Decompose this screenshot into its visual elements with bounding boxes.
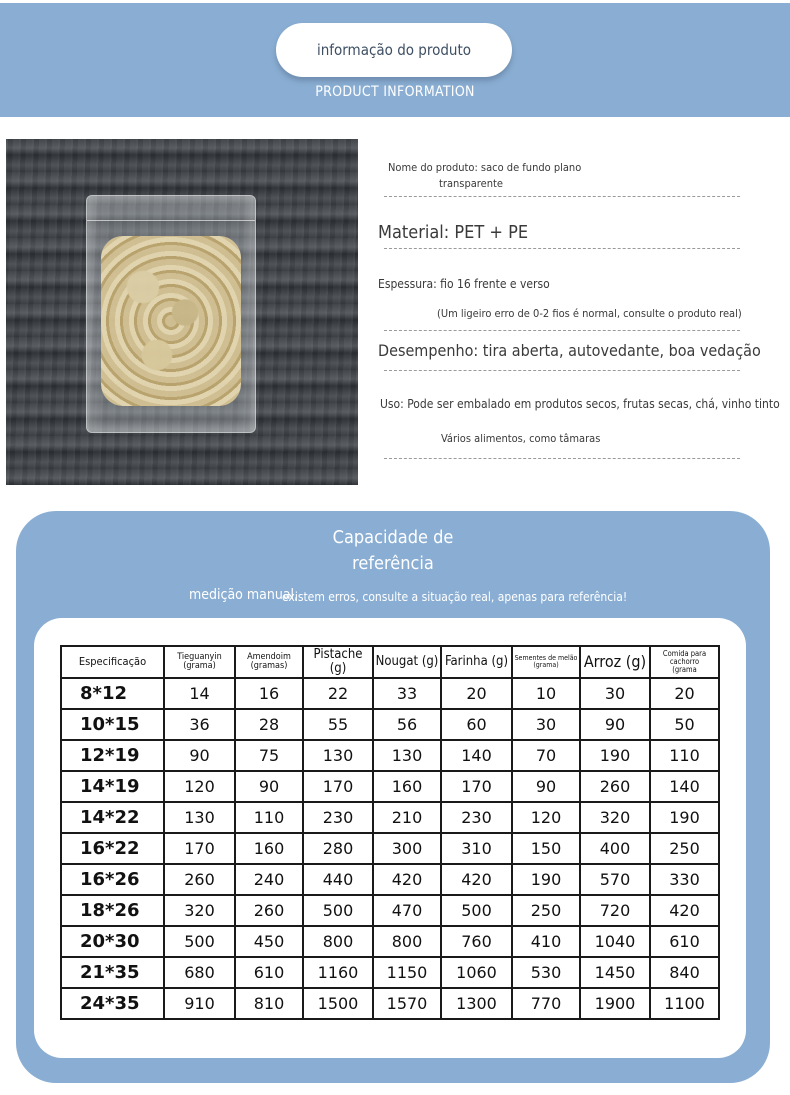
capacity-cell: 20 [441,678,512,709]
capacity-title-line2: referência [352,553,434,574]
capacity-cell: 680 [164,957,235,988]
capacity-cell: 30 [580,678,650,709]
header-cell: Tieguanyin (grama) [164,646,235,678]
capacity-cell: 230 [303,802,373,833]
capacity-cell: 260 [235,895,303,926]
capacity-cell: 90 [164,740,235,771]
section-title: informação do produto [316,41,472,59]
capacity-cell: 130 [373,740,441,771]
capacity-cell: 14 [164,678,235,709]
capacity-cell: 250 [650,833,719,864]
capacity-cell: 840 [650,957,719,988]
capacity-cell: 410 [512,926,580,957]
capacity-cell: 190 [650,802,719,833]
capacity-cell: 150 [512,833,580,864]
capacity-cell: 130 [164,802,235,833]
product-name-line1: Nome do produto: saco de fundo plano [388,161,582,174]
capacity-cell: 420 [441,864,512,895]
usage-line1: Uso: Pode ser embalado em produtos secos, frutas secas, chá, vinho tinto [380,397,780,411]
transparent-bag [86,195,256,433]
capacity-table-card [34,618,746,1058]
section-subtitle: PRODUCT INFORMATION [315,84,475,100]
table-row [61,802,719,833]
capacity-cell: 22 [303,678,373,709]
capacity-cell: 310 [441,833,512,864]
capacity-cell: 400 [580,833,650,864]
divider-3 [384,330,740,331]
spec-cell: 24*35 [61,988,164,1019]
capacity-cell: 1150 [373,957,441,988]
capacity-cell: 90 [512,771,580,802]
header-cell: Pistache (g) [303,646,373,678]
capacity-cell: 500 [303,895,373,926]
capacity-cell: 1060 [441,957,512,988]
table-row [61,988,719,1019]
capacity-cell: 1040 [580,926,650,957]
capacity-cell: 800 [303,926,373,957]
capacity-cell: 570 [580,864,650,895]
header-cell: Nougat (g) [373,646,441,678]
header-cell: Farinha (g) [441,646,512,678]
capacity-cell: 140 [650,771,719,802]
capacity-note-rest: existem erros, consulte a situação real, apenas para referência! [282,590,628,604]
header-cell: Amendoim (gramas) [235,646,303,678]
capacity-cell: 910 [164,988,235,1019]
table-row [61,957,719,988]
capacity-cell: 33 [373,678,441,709]
capacity-cell: 190 [580,740,650,771]
capacity-title [16,525,770,577]
capacity-cell: 440 [303,864,373,895]
capacity-cell: 60 [441,709,512,740]
spec-cell: 8*12 [61,678,164,709]
divider-5 [384,458,740,459]
thickness-line: Espessura: fio 16 frente e verso [378,277,550,291]
capacity-cell: 70 [512,740,580,771]
capacity-cell: 16 [235,678,303,709]
capacity-title-line1: Capacidade de [332,527,454,548]
capacity-cell: 610 [650,926,719,957]
capacity-cell: 250 [512,895,580,926]
capacity-cell: 50 [650,709,719,740]
capacity-cell: 55 [303,709,373,740]
usage-line2: Vários alimentos, como tâmaras [441,432,601,445]
spec-cell: 14*22 [61,802,164,833]
capacity-cell: 1100 [650,988,719,1019]
capacity-cell: 110 [235,802,303,833]
capacity-cell: 720 [580,895,650,926]
product-name-line2: transparente [439,177,503,190]
table-row [61,895,719,926]
capacity-cell: 170 [441,771,512,802]
capacity-cell: 10 [512,678,580,709]
capacity-cell: 170 [164,833,235,864]
capacity-cell: 1900 [580,988,650,1019]
spec-cell: 14*19 [61,771,164,802]
capacity-cell: 20 [650,678,719,709]
capacity-cell: 320 [164,895,235,926]
table-row [61,771,719,802]
capacity-cell: 90 [580,709,650,740]
pistachios [101,236,241,406]
header-cell: Comida para cachorro (grama [650,646,719,678]
capacity-cell: 240 [235,864,303,895]
capacity-cell: 300 [373,833,441,864]
spec-cell: 16*22 [61,833,164,864]
header-cell: Especificação [61,646,164,678]
capacity-cell: 500 [441,895,512,926]
spec-cell: 21*35 [61,957,164,988]
capacity-cell: 75 [235,740,303,771]
capacity-cell: 770 [512,988,580,1019]
capacity-cell: 1570 [373,988,441,1019]
capacity-cell: 1450 [580,957,650,988]
capacity-cell: 170 [303,771,373,802]
capacity-cell: 28 [235,709,303,740]
capacity-panel [16,511,770,1083]
capacity-cell: 800 [373,926,441,957]
spec-cell: 20*30 [61,926,164,957]
capacity-cell: 280 [303,833,373,864]
capacity-cell: 1500 [303,988,373,1019]
spec-cell: 10*15 [61,709,164,740]
header-cell: Sementes de melão (grama) [512,646,580,678]
capacity-cell: 420 [373,864,441,895]
table-row [61,833,719,864]
table-header-row [61,646,719,678]
capacity-cell: 260 [164,864,235,895]
capacity-note-lead: medição manual, [189,587,299,603]
capacity-cell: 210 [373,802,441,833]
capacity-cell: 190 [512,864,580,895]
capacity-cell: 140 [441,740,512,771]
capacity-cell: 530 [512,957,580,988]
capacity-cell: 420 [650,895,719,926]
product-photo [6,139,358,485]
capacity-cell: 120 [512,802,580,833]
capacity-cell: 760 [441,926,512,957]
capacity-cell: 56 [373,709,441,740]
capacity-table [60,645,720,1020]
header-cell: Arroz (g) [580,646,650,678]
capacity-cell: 160 [235,833,303,864]
capacity-cell: 320 [580,802,650,833]
spec-cell: 12*19 [61,740,164,771]
zip-seal [87,202,255,221]
capacity-cell: 110 [650,740,719,771]
capacity-cell: 470 [373,895,441,926]
spec-cell: 16*26 [61,864,164,895]
capacity-cell: 1300 [441,988,512,1019]
capacity-cell: 500 [164,926,235,957]
divider-4 [384,370,740,371]
capacity-cell: 120 [164,771,235,802]
table-row [61,709,719,740]
capacity-cell: 30 [512,709,580,740]
capacity-cell: 230 [441,802,512,833]
capacity-cell: 260 [580,771,650,802]
capacity-cell: 130 [303,740,373,771]
table-row [61,740,719,771]
divider-1 [384,196,740,197]
capacity-cell: 90 [235,771,303,802]
spec-cell: 18*26 [61,895,164,926]
table-row [61,864,719,895]
material-line: Material: PET + PE [378,222,529,243]
capacity-cell: 160 [373,771,441,802]
thickness-note: (Um ligeiro erro de 0-2 fios é normal, consulte o produto real) [437,307,742,320]
capacity-cell: 36 [164,709,235,740]
capacity-cell: 610 [235,957,303,988]
capacity-cell: 810 [235,988,303,1019]
capacity-cell: 1160 [303,957,373,988]
table-row [61,926,719,957]
capacity-cell: 450 [235,926,303,957]
capacity-cell: 330 [650,864,719,895]
table-row [61,678,719,709]
divider-2 [384,248,740,249]
section-title-pill [276,23,512,77]
performance-line: Desempenho: tira aberta, autovedante, boa vedação [378,341,761,360]
